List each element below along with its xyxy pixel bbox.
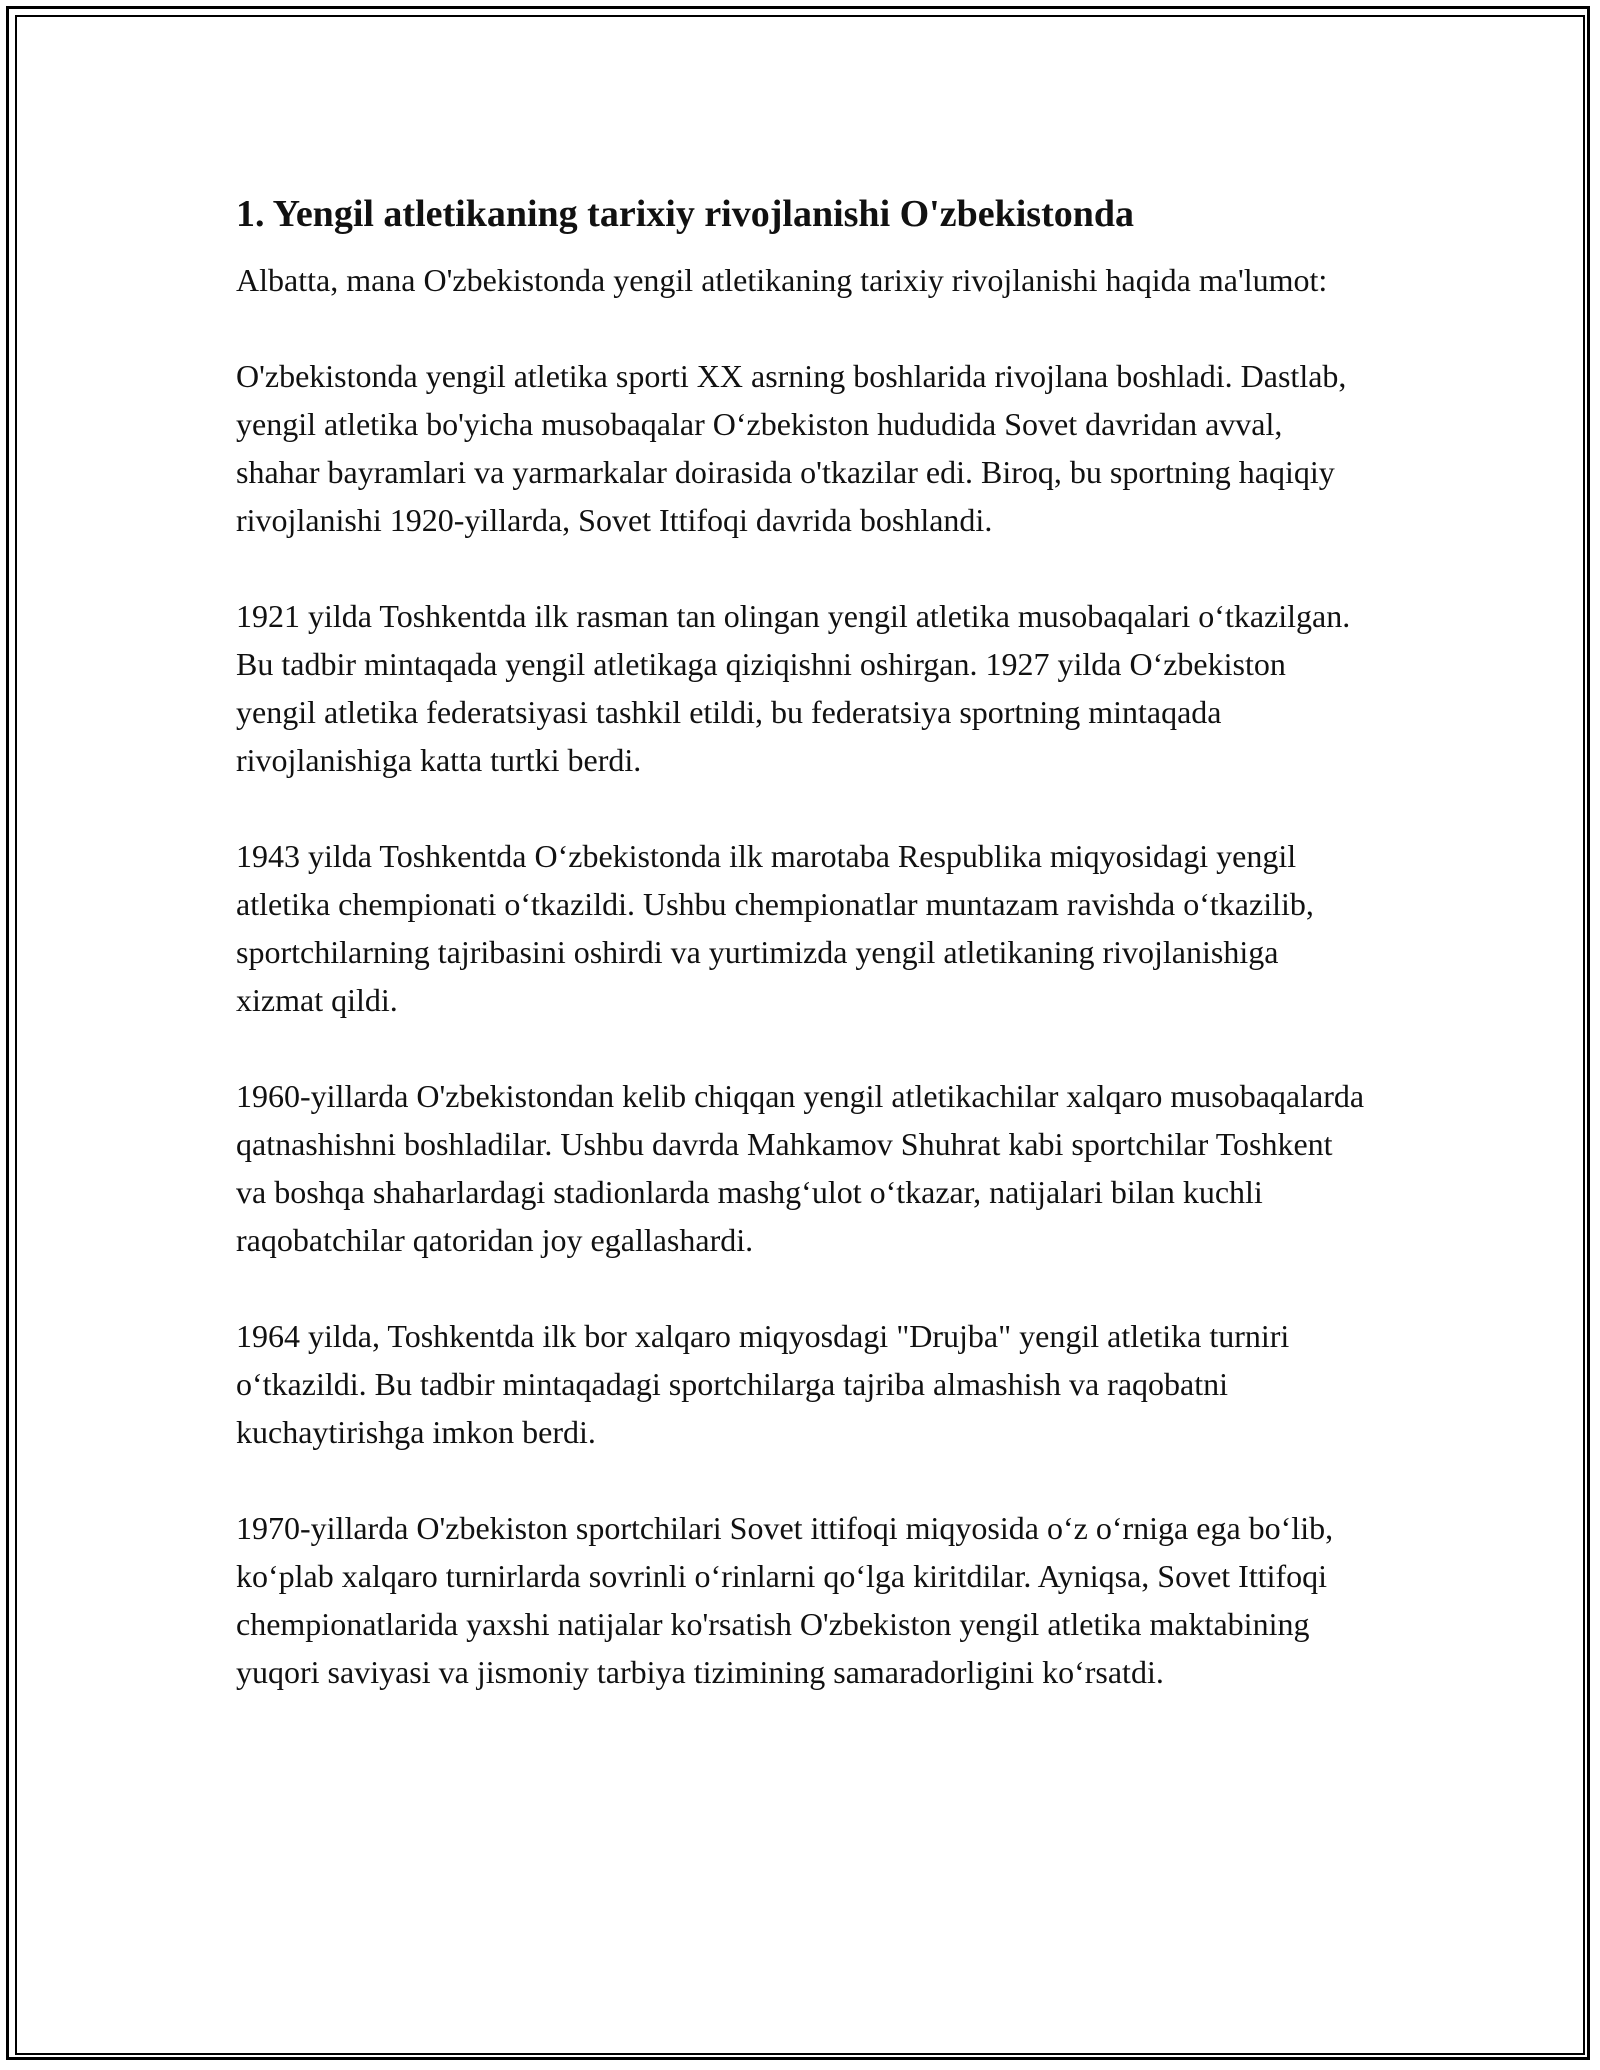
paragraph-1960s: 1960-yillarda O'zbekistondan kelib chiqqan yengil atletikachilar xalqaro musobaqalarda qatnashishni boshladilar. Ushbu davrda Mahkamov Shuhrat kabi sportchilar Toshkent va boshqa shaharlardagi stadionlarda mashg‘ulot o‘tkazar, natijalari bilan kuchli raqobatchilar qatoridan joy egallashardi. xyxy=(236,1078,1365,1258)
paragraph-early-history: O'zbekistonda yengil atletika sporti XX asrning boshlarida rivojlana boshladi. Dastlab, yengil atletika bo'yicha musobaqalar O‘zbekiston hududida Sovet davridan avval, shahar bayramlari va yarmarkalar doirasida o'tkazilar edi. Biroq, bu sportning haqiqiy rivojlanishi 1920-yillarda, Sovet Ittifoqi davrida boshlandi. xyxy=(236,358,1347,538)
paragraph-1921: 1921 yilda Toshkentda ilk rasman tan olingan yengil atletika musobaqalari o‘tkazilgan. Bu tadbir mintaqada yengil atletikaga qiziqishni oshirgan. 1927 yilda O‘zbekiston yengil atletika federatsiyasi tashkil etildi, bu federatsiya sportning mintaqada rivojlanishiga katta turtki berdi. xyxy=(236,598,1351,778)
paragraph-intro: Albatta, mana O'zbekistonda yengil atletikaning tarixiy rivojlanishi haqida ma'lumot: xyxy=(236,262,1328,298)
document-body xyxy=(236,186,1366,1744)
paragraph-1964: 1964 yilda, Toshkentda ilk bor xalqaro miqyosdagi "Drujba" yengil atletika turniri o‘tkazildi. Bu tadbir mintaqadagi sportchilarga tajriba almashish va raqobatni kuchaytirishga imkon berdi. xyxy=(236,1318,1290,1450)
paragraph-1970s: 1970-yillarda O'zbekiston sportchilari Sovet ittifoqi miqyosida o‘z o‘rniga ega bo‘lib, ko‘plab xalqaro turnirlarda sovrinli o‘rinlarni qo‘lga kiritdilar. Ayniqsa, Sovet Ittifoqi chempionatlarida yaxshi natijalar ko'rsatish O'zbekiston yengil atletika maktabining yuqori saviyasi va jismoniy tarbiya tizimining samaradorligini ko‘rsatdi. xyxy=(236,1510,1334,1690)
paragraph-1943: 1943 yilda Toshkentda O‘zbekistonda ilk marotaba Respublika miqyosidagi yengil atletika chempionati o‘tkazildi. Ushbu chempionatlar muntazam ravishda o‘tkazilib, sportchilarning tajribasini oshirdi va yurtimizda yengil atletikaning rivojlanishiga xizmat qildi. xyxy=(236,838,1314,1018)
section-heading: 1. Yengil atletikaning tarixiy rivojlanishi O'zbekistonda xyxy=(236,193,1135,235)
